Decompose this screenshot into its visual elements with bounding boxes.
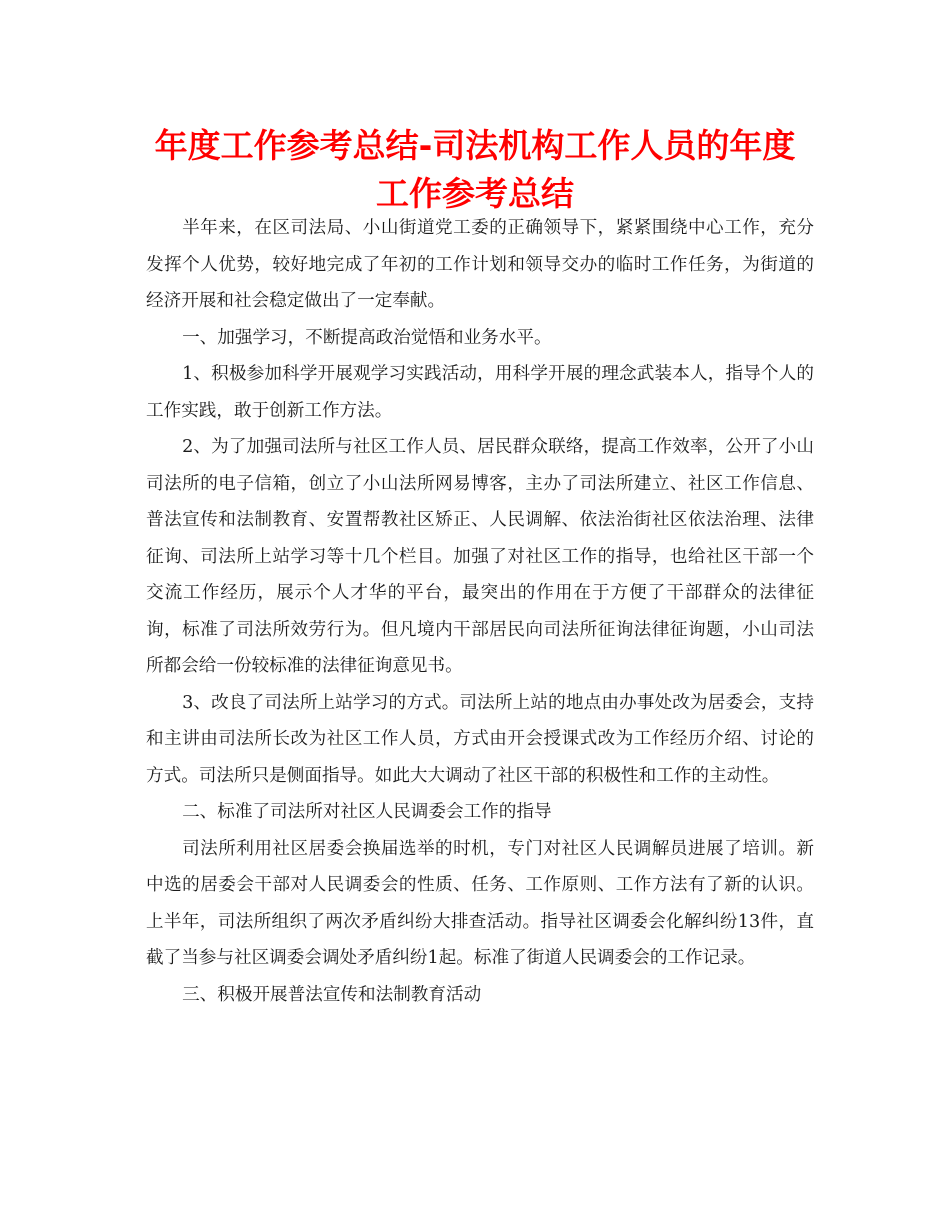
document-title: 年度工作参考总结-司法机构工作人员的年度工作参考总结 bbox=[154, 126, 796, 213]
paragraph-section-2: 司法所利用社区居委会换届选举的时机，专门对社区人民调解员进展了培训。新中选的居委会干部对人民调委会的性质、任务、工作原则、工作方法有了新的认识。上半年，司法所组织了两次矛盾纠纷大排查活动。指导社区调委会化解纠纷13件，直截了当参与社区调委会调处矛盾纠纷1起。标准了街道人民调委会的工作记录。 bbox=[146, 838, 814, 968]
section-heading-2: 二、标准了司法所对社区人民调委会工作的指导 bbox=[182, 802, 552, 822]
paragraph-item-3: 3、改良了司法所上站学习的方式。司法所上站的地点由办事处改为居委会，支持和主讲由司法所长改为社区工作人员，方式由开会授课式改为工作经历介绍、讨论的方式。司法所只是侧面指导。如此大大调动了社区干部的积极性和工作的主动性。 bbox=[146, 692, 814, 786]
paragraph-intro: 半年来，在区司法局、小山街道党工委的正确领导下，紧紧围绕中心工作，充分发挥个人优势，较好地完成了年初的工作计划和领导交办的临时工作任务，为街道的经济开展和社会稳定做出了一定奉献。 bbox=[146, 218, 814, 311]
section-heading-3: 三、积极开展普法宣传和法制教育活动 bbox=[182, 984, 482, 1005]
paragraph-item-2: 2、为了加强司法所与社区工作人员、居民群众联络，提高工作效率，公开了小山司法所的电子信箱，创立了小山法所网易博客，主办了司法所建立、社区工作信息、普法宣传和法制教育、安置帮教社区矫正、人民调解、依法治街社区依法治理、法律征询、司法所上站学习等十几个栏目。加强了对社区工作的指导，也给社区干部一个交流工作经历，展示个人才华的平台，最突出的作用在于方便了干部群众的法律征询，标准了司法所效劳行为。但凡境内干部居民向司法所征询法律征询题，小山司法所都会给一份较标准的法律征询意见书。 bbox=[146, 437, 814, 676]
document-body bbox=[146, 210, 814, 1013]
paragraph-item-1: 1、积极参加科学开展观学习实践活动，用科学开展的理念武装本人，指导个人的工作实践，敢于创新工作方法。 bbox=[146, 364, 814, 421]
section-heading-1: 一、加强学习，不断提高政治觉悟和业务水平。 bbox=[182, 327, 552, 348]
